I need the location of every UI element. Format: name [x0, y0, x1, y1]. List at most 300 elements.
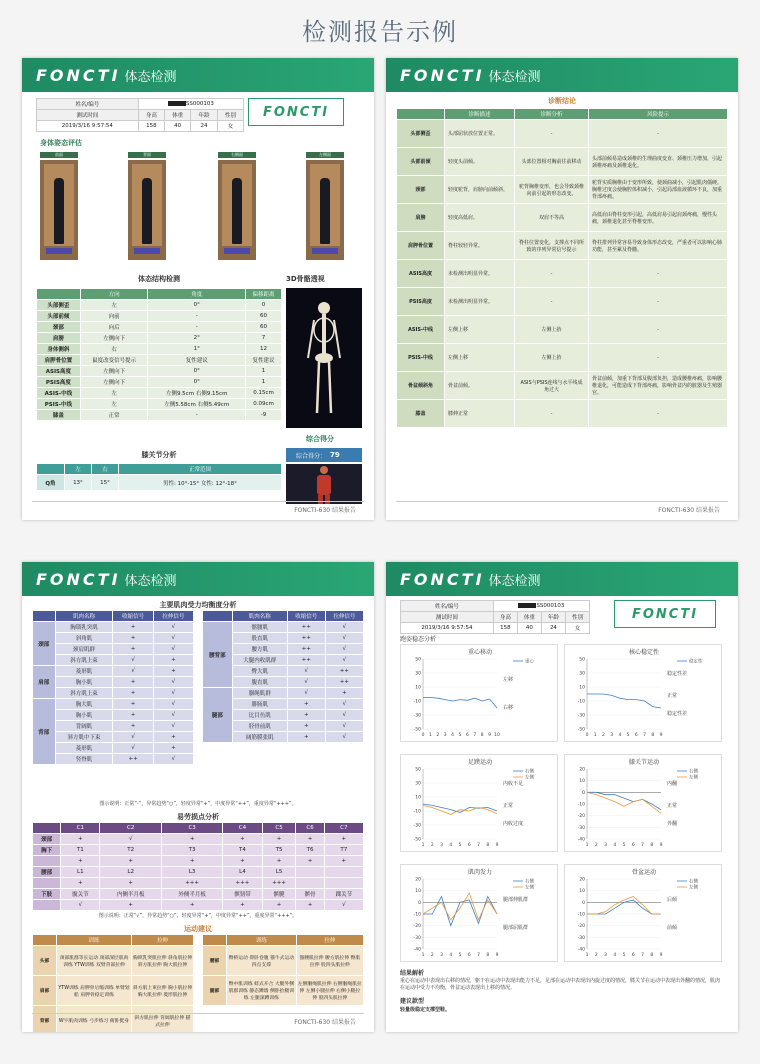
structure-row — [37, 377, 282, 388]
y-tick-label: 10 — [415, 685, 421, 691]
muscle-cell: + — [113, 677, 153, 688]
muscle-cell: + — [113, 710, 153, 721]
exercise-cell: 左侧腘绳肌拉伸 右侧腘绳肌拉伸 左侧小腿拉伸 右侧小腿拉伸 股四头肌拉伸 — [296, 976, 363, 1006]
muscle-cell: ++ — [287, 633, 325, 644]
info-weight-value: 40 — [165, 121, 191, 132]
info-age-header: 年龄 — [191, 110, 217, 121]
muscle-cell: + — [113, 633, 153, 644]
muscle-cell: √ — [287, 677, 325, 688]
structure-cell: - — [148, 311, 246, 322]
x-tick-label: 7 — [477, 953, 480, 958]
muscle-header-contract: 收缩信号 — [113, 611, 153, 622]
suggest-text: 轻量级稳定支撑型鞋。 — [400, 1007, 451, 1013]
chart-side-label: 内翻 — [667, 781, 678, 787]
muscle-cell: + — [287, 710, 325, 721]
spine-cell: +++ — [223, 878, 262, 889]
spine-header-cell: C2 — [100, 823, 161, 834]
muscle-cell: 腘绳肌群 — [232, 688, 287, 699]
structure-cell: -9 — [246, 410, 282, 421]
spine-row — [33, 834, 364, 845]
x-tick-label: 5 — [458, 843, 462, 848]
knee-header-right: 右 — [91, 464, 118, 475]
diagnosis-row — [397, 288, 728, 316]
y-tick-label: 30 — [579, 671, 585, 677]
muscle-cell: √ — [153, 754, 193, 765]
spine-cell — [324, 867, 363, 878]
y-tick-label: -10 — [413, 699, 421, 705]
muscle-cell: + — [287, 721, 325, 732]
x-tick-label: 8 — [486, 953, 490, 958]
spine-cell — [324, 878, 363, 889]
x-tick-label: 4 — [449, 953, 453, 958]
spine-cell: 内侧半月板 — [100, 889, 161, 900]
muscle-cell: + — [113, 644, 153, 655]
posture-photo-front — [40, 160, 78, 260]
x-tick-label: 3 — [440, 953, 443, 958]
spine-cell: L3 — [161, 867, 222, 878]
diagnosis-header-risk: 风险提示 — [589, 109, 728, 120]
brand-band — [22, 58, 374, 92]
muscle-cell: + — [153, 666, 193, 677]
muscle-cell: 背阔肌 — [55, 721, 113, 732]
muscle-cell: + — [113, 699, 153, 710]
muscle-cell: 腰方肌 — [232, 644, 287, 655]
y-tick-label: 20 — [415, 877, 421, 883]
muscle-group-label: 腿部 — [203, 688, 233, 743]
spine-cell: + — [223, 834, 262, 845]
info-table-wrap — [36, 98, 244, 132]
posture-photo-right — [218, 160, 256, 260]
x-tick-label: 7 — [641, 843, 644, 848]
x-tick-label: 9 — [495, 843, 499, 848]
muscle-cell: 胸大肌 — [55, 699, 113, 710]
legend-label: 右侧 — [689, 769, 698, 775]
x-tick-label: 1 — [421, 953, 425, 958]
series-line — [423, 897, 497, 926]
spine-header-cell: C1 — [61, 823, 100, 834]
diagnosis-cell: - — [515, 260, 589, 288]
spine-cell: T3 — [161, 845, 222, 856]
x-tick-label: 6 — [465, 733, 469, 738]
y-tick-label: -30 — [413, 823, 421, 829]
x-tick-label: 8 — [486, 843, 490, 848]
y-tick-label: -40 — [577, 837, 585, 843]
diagnosis-cell: 高低肩由脊柱变形引起，高低肩易引起肩颈疼痛，慢性头痛，颈椎退化甚至脊椎变形。 — [589, 204, 728, 232]
skeleton-3d-image — [286, 288, 362, 428]
muscle-cell: + — [113, 688, 153, 699]
muscle-row — [203, 688, 364, 699]
diagnosis-cell: 头部前倾易造成颈椎的生理曲度变直、颈椎压力增加，引起颈椎疼痛及颈椎退化。 — [589, 148, 728, 176]
diagnosis-cell: 肩膀 — [397, 204, 445, 232]
structure-cell: ASIS高度 — [37, 366, 81, 377]
x-tick-label: 5 — [626, 733, 630, 738]
structure-cell: 左侧向下 — [80, 377, 148, 388]
x-tick-label: 4 — [618, 733, 622, 738]
muscle-table-left — [32, 610, 194, 765]
page-title: 检测报告示例 — [302, 18, 458, 46]
x-tick-label: 1 — [428, 733, 432, 738]
structure-cell: 0.15cm — [246, 388, 282, 399]
footer-text: FONCTI-630 结果报告 — [294, 1019, 356, 1026]
diagnosis-row — [397, 260, 728, 288]
structure-cell: 0° — [148, 377, 246, 388]
muscle-cell: √ — [153, 622, 193, 633]
legend-label: 左侧 — [525, 885, 534, 891]
photo-label-front: 前面 — [40, 152, 78, 158]
x-tick-label: 9 — [488, 733, 492, 738]
footer-line — [396, 501, 728, 502]
brand-logo: FONCTI — [36, 569, 121, 589]
structure-cell: 膝盖 — [37, 410, 81, 421]
muscle-row — [33, 732, 194, 743]
x-tick-label: 2 — [594, 843, 598, 848]
muscle-row — [33, 677, 194, 688]
exercise-cell: 髂腰肌拉伸 腰方肌拉伸 臀肌拉伸 股四头肌拉伸 — [296, 946, 363, 976]
spine-header-cell: C3 — [161, 823, 222, 834]
muscle-cell: + — [287, 732, 325, 743]
info-gender-value: 女 — [565, 623, 589, 634]
chart-side-label: 右移 — [503, 705, 514, 711]
muscle-cell: √ — [325, 644, 363, 655]
diagnosis-title: 诊断结论 — [548, 97, 576, 105]
spine-cell: 腰部 — [33, 867, 61, 878]
report-sheet-3 — [22, 562, 374, 1032]
muscle-group-label: 背部 — [33, 699, 56, 765]
muscle-row — [33, 743, 194, 754]
muscle-header-contract: 收缩信号 — [287, 611, 325, 622]
spine-cell: 髌韧带 — [223, 889, 262, 900]
exercise-cell: 头部 — [33, 946, 57, 976]
chart-core-stability — [564, 644, 722, 742]
brand-logo: FONCTI — [400, 65, 485, 85]
exercise-cell: 颈部肌群等长运动 颈部深层肌肉训练 YTW训练 双臂背部拉伸 — [57, 946, 132, 976]
chart-side-label: 后倾 — [667, 897, 678, 903]
y-tick-label: 0 — [582, 900, 585, 906]
diagnosis-cell: - — [589, 260, 728, 288]
structure-cell: 左 — [80, 388, 148, 399]
x-tick-label: 1 — [421, 843, 425, 848]
x-tick-label: 8 — [480, 733, 484, 738]
muscle-cell: + — [153, 655, 193, 666]
diagnosis-row — [397, 176, 728, 204]
structure-cell: 1 — [246, 377, 282, 388]
x-tick-label: 6 — [631, 953, 635, 958]
x-tick-label: 4 — [451, 733, 455, 738]
diagnosis-cell: - — [515, 288, 589, 316]
brand-subtitle: 体态检测 — [488, 573, 541, 589]
structure-cell: PSIS高度 — [37, 377, 81, 388]
chart-center-of-mass — [400, 644, 558, 742]
diagnosis-header-analysis: 诊断分析 — [515, 109, 589, 120]
chart-side-label: 正常 — [667, 803, 678, 809]
x-tick-label: 9 — [659, 843, 663, 848]
photo-label-back: 背面 — [128, 152, 166, 158]
spine-row — [33, 845, 364, 856]
spine-note: 图示说明：正常“√”，异常趋势“○”，轻度异常“+”，中度异常“++”，重度异常“+++”。 — [32, 910, 364, 921]
chart-side-label: 腿部屈肌群 — [503, 925, 529, 931]
photo-label-right: 右侧面 — [218, 152, 256, 158]
y-tick-label: -30 — [413, 935, 421, 941]
muscle-cell: √ — [325, 721, 363, 732]
muscle-3d-image — [286, 464, 362, 504]
exercise-header-group — [33, 935, 57, 946]
diagnosis-header-item — [397, 109, 445, 120]
suggest-title: 建议款型 — [400, 998, 425, 1005]
info-weight-value: 40 — [517, 623, 541, 634]
exercise-title: 运动建议 — [184, 925, 212, 933]
spine-cell: + — [161, 900, 222, 911]
structure-cell: 60 — [246, 311, 282, 322]
structure-cell: 正常 — [80, 410, 148, 421]
structure-table-wrap — [36, 288, 282, 421]
structure-cell: 7 — [246, 333, 282, 344]
skeleton-title: 3D骨骼透视 — [286, 275, 325, 283]
chart-side-label: 内收过度 — [503, 821, 524, 827]
exercise-cell: 斜方肌拉伸 背阔肌拉伸 猫式拉伸 — [131, 1006, 193, 1033]
structure-cell: - — [148, 410, 246, 421]
x-tick-label: 2 — [436, 733, 440, 738]
brand-logo: FONCTI — [36, 65, 121, 85]
posture-photo-back — [128, 160, 166, 260]
exercise-header-stretch: 拉伸 — [131, 935, 193, 946]
chart-knee-motion — [564, 754, 722, 852]
series-line — [423, 893, 497, 920]
diagnosis-cell: 头部侧歪 — [397, 120, 445, 148]
x-tick-label: 2 — [430, 953, 434, 958]
muscle-header-stretch: 拉伸信号 — [153, 611, 193, 622]
muscle-header-group — [203, 611, 233, 622]
diagnosis-table-wrap — [396, 108, 728, 428]
knee-header-blank — [37, 464, 65, 475]
result-text: 重心在运动中表现出右移的情况，躯干在运动中表现出能力不足，足部在运动中表现出内旋过度的情况，膝关节在运动中表现出外翻的情况，肌肉在运动中受力不均衡，骨盆运动表现出上移的情况。 — [400, 978, 721, 991]
exercise-row — [33, 1006, 194, 1033]
muscle-cell: √ — [325, 710, 363, 721]
knee-header-left: 左 — [64, 464, 91, 475]
diagnosis-cell: PSIS-中线 — [397, 344, 445, 372]
structure-row — [37, 366, 282, 377]
x-tick-label: 7 — [477, 843, 480, 848]
muscle-cell: √ — [325, 622, 363, 633]
y-tick-label: 0 — [418, 900, 421, 906]
muscle-cell: √ — [325, 633, 363, 644]
spine-cell: T2 — [100, 845, 161, 856]
structure-cell: 头部前倾 — [37, 311, 81, 322]
spine-cell: + — [61, 878, 100, 889]
x-tick-label: 9 — [659, 953, 663, 958]
spine-cell: 胸下 — [33, 845, 61, 856]
muscle-group-label: 肩部 — [33, 666, 56, 699]
structure-cell: 右 — [80, 344, 148, 355]
diagnosis-cell: ASIS-中线 — [397, 316, 445, 344]
spine-cell: T1 — [61, 845, 100, 856]
diagnosis-cell: ASIS与PSIS连线与水平线成角过大 — [515, 372, 589, 400]
knee-q-left: 13° — [64, 475, 91, 491]
structure-cell: 2° — [148, 333, 246, 344]
structure-cell: 左侧向下 — [80, 333, 148, 344]
diagnosis-row — [397, 148, 728, 176]
diagnosis-cell: 驼背实质胸椎由于变形所致，使颈曲减小，引起肌肉僵硬。胸椎过度会使胸腔体积减小，引起局部血液循环不良，加重背部疼痛。 — [589, 176, 728, 204]
x-tick-label: 3 — [604, 953, 607, 958]
x-tick-label: 8 — [651, 733, 655, 738]
diagnosis-header-desc: 诊断描述 — [445, 109, 515, 120]
y-tick-label: 10 — [579, 685, 585, 691]
structure-cell: 12 — [246, 344, 282, 355]
info-time-value: 2019/3/16 9:57:54 — [37, 121, 139, 132]
diagnosis-cell: 左侧上抬 — [515, 344, 589, 372]
y-tick-label: 0 — [582, 790, 585, 796]
diagnosis-cell: 轻度驼背，肩膀向前倾斜。 — [445, 176, 515, 204]
exercise-cell: 斜方肌上束拉伸 胸小肌拉伸 胸大肌拉伸 菱形肌拉伸 — [131, 976, 193, 1006]
score-label: 综合得分： — [296, 452, 327, 460]
info-height-value: 158 — [138, 121, 164, 132]
x-tick-label: 5 — [458, 733, 462, 738]
exercise-cell: 胸锁乳突肌拉伸 斜角肌拉伸 斜方肌拉伸 胸大肌拉伸 — [131, 946, 193, 976]
x-tick-label: 4 — [449, 843, 453, 848]
legend-label: 左侧 — [689, 885, 698, 891]
structure-cell: 左侧9.5cm 右侧9.15cm — [148, 388, 246, 399]
score-title: 综合得分 — [306, 435, 334, 443]
muscle-header-stretch: 拉伸信号 — [325, 611, 363, 622]
diagnosis-cell: - — [589, 344, 728, 372]
muscle-cell: 比目鱼肌 — [232, 710, 287, 721]
exercise-cell: W字肌肉训练 弓步练习 俯卧挺身 — [57, 1006, 132, 1033]
spine-cell — [296, 867, 324, 878]
spine-cell: 髌腱 — [262, 889, 296, 900]
legend-label: 重心 — [525, 659, 534, 665]
exercise-row — [203, 976, 364, 1006]
chart-side-label: 左移 — [503, 677, 514, 683]
structure-cell: 鼠度改变信号提示 — [80, 355, 148, 366]
exercise-row — [203, 946, 364, 976]
spine-row — [33, 878, 364, 889]
diagnosis-row — [397, 120, 728, 148]
y-tick-label: -50 — [413, 727, 421, 733]
y-tick-label: -50 — [413, 837, 421, 843]
y-tick-label: -40 — [577, 947, 585, 953]
y-tick-label: -10 — [577, 912, 585, 918]
structure-row — [37, 344, 282, 355]
spine-cell: + — [100, 856, 161, 867]
spine-cell: + — [223, 900, 262, 911]
y-tick-label: -30 — [413, 713, 421, 719]
chart-title: 肌肉发力 — [467, 869, 493, 876]
y-tick-label: 50 — [415, 767, 421, 773]
diagnosis-row — [397, 400, 728, 428]
x-tick-label: 7 — [473, 733, 477, 738]
series-line — [423, 698, 497, 709]
diagnosis-row — [397, 232, 728, 260]
exercise-table-right — [202, 934, 364, 1006]
info-gender-header: 性别 — [565, 612, 589, 623]
structure-header-item — [37, 289, 81, 300]
muscle-table-right — [202, 610, 364, 743]
info-name-header: 姓名/编号 — [37, 99, 139, 110]
knee-q-label: Q角 — [37, 475, 65, 491]
structure-row — [37, 410, 282, 421]
muscle-row — [33, 688, 194, 699]
muscle-row — [33, 644, 194, 655]
knee-q-right: 15° — [91, 475, 118, 491]
muscle-cell: 大腿内收肌群 — [232, 655, 287, 666]
muscle-cell: √ — [153, 633, 193, 644]
spine-cell: L5 — [262, 867, 296, 878]
muscle-header-name: 肌肉名称 — [55, 611, 113, 622]
diagnosis-row — [397, 316, 728, 344]
structure-cell: 复性建议 — [246, 355, 282, 366]
y-tick-label: -10 — [577, 699, 585, 705]
chart-side-label: 腿部伸肌群 — [503, 897, 529, 903]
spine-cell: + — [296, 900, 324, 911]
structure-cell: 头部侧歪 — [37, 300, 81, 311]
knee-analysis — [36, 450, 282, 491]
structure-cell: 复性建议 — [148, 355, 246, 366]
spine-cell: + — [262, 900, 296, 911]
muscle-cell: 胸锁乳突肌 — [55, 622, 113, 633]
structure-cell: 左 — [80, 300, 148, 311]
diagnosis-cell: 膝盖 — [397, 400, 445, 428]
spine-cell: T4 — [223, 845, 262, 856]
chart-title: 足蹼运动 — [467, 759, 493, 766]
y-tick-label: 10 — [579, 779, 585, 785]
x-tick-label: 9 — [495, 953, 499, 958]
diagnosis-cell: - — [515, 120, 589, 148]
structure-cell: 左侧5.58cm 右侧5.49cm — [148, 399, 246, 410]
muscle-cell: 股直肌 — [232, 633, 287, 644]
knee-analysis-title: 膝关节分析 — [141, 451, 177, 459]
muscle-cell: √ — [153, 644, 193, 655]
brand-band — [22, 562, 374, 596]
exercise-row — [33, 946, 194, 976]
spine-row — [33, 889, 364, 900]
exercise-cell: 背部 — [33, 1006, 57, 1033]
score-value: 79 — [330, 451, 340, 459]
redacted-name — [518, 603, 536, 608]
structure-row — [37, 300, 282, 311]
y-tick-label: 50 — [415, 657, 421, 663]
chart-side-label: 稳定性差 — [667, 711, 688, 717]
x-tick-label: 6 — [467, 843, 471, 848]
info-time-header: 测试时间 — [37, 110, 139, 121]
x-tick-label: 8 — [650, 843, 654, 848]
structure-cell: - — [148, 322, 246, 333]
structure-cell: 向前 — [80, 311, 148, 322]
chart-side-label: 外翻 — [667, 821, 678, 827]
redacted-name — [168, 101, 186, 106]
structure-cell: 0° — [148, 300, 246, 311]
x-tick-label: 3 — [604, 843, 607, 848]
structure-cell: 0 — [246, 300, 282, 311]
legend-label: 右侧 — [525, 769, 534, 775]
muscle-group-label: 颈部 — [33, 622, 56, 666]
brand-logo-box: FONCTI — [614, 600, 716, 628]
exercise-header-group — [203, 935, 227, 946]
diagnosis-cell: PSIS高度 — [397, 288, 445, 316]
y-tick-label: 20 — [579, 767, 585, 773]
y-tick-label: 30 — [415, 671, 421, 677]
exercise-header-train: 训练 — [57, 935, 132, 946]
y-tick-label: 50 — [579, 657, 585, 663]
muscle-cell: √ — [153, 699, 193, 710]
info-height-header: 身高 — [493, 612, 517, 623]
muscle-cell: 斜方肌上束 — [55, 688, 113, 699]
exercise-row — [33, 976, 194, 1006]
chart-title: 骨盆运动 — [631, 869, 657, 876]
x-tick-label: 8 — [650, 953, 654, 958]
structure-cell: 肩胛骨位置 — [37, 355, 81, 366]
y-tick-label: -40 — [413, 947, 421, 953]
y-tick-label: 10 — [415, 795, 421, 801]
diagnosis-cell: 头部前倾 — [397, 148, 445, 176]
